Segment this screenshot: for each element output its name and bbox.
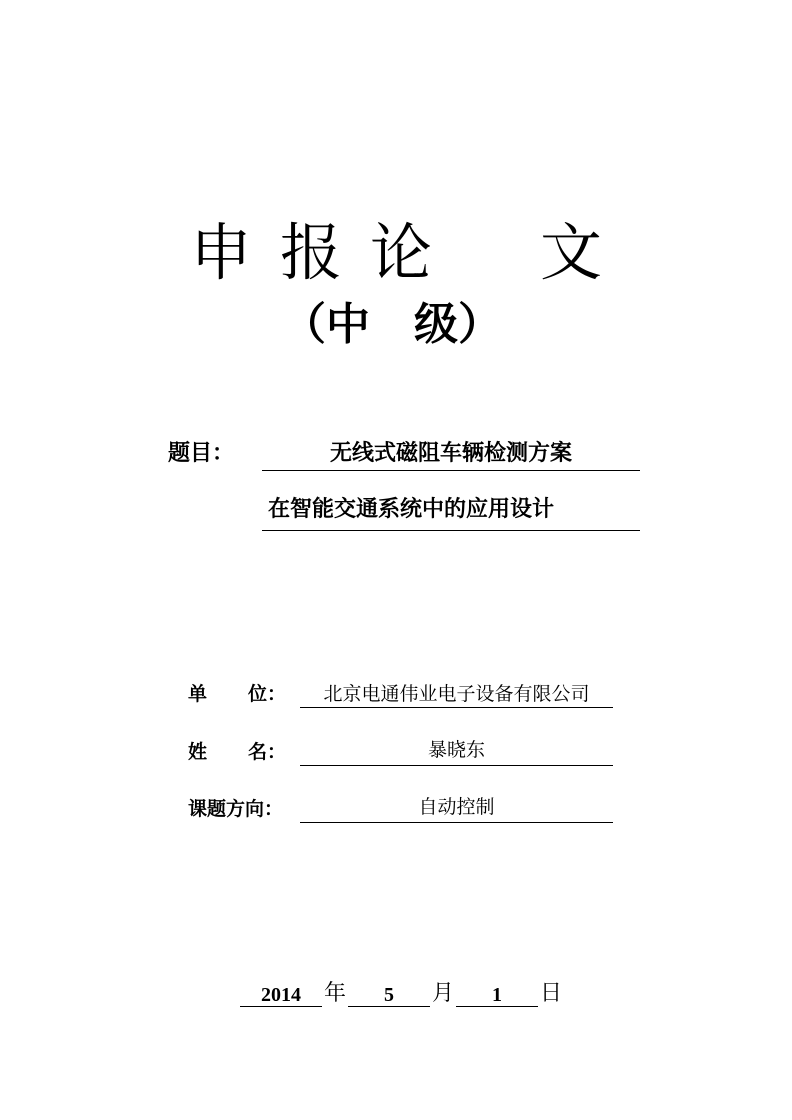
unit-label-2: 位： xyxy=(248,683,287,705)
name-underline xyxy=(300,765,613,766)
topic-line-2: 在智能交通系统中的应用设计 xyxy=(267,497,554,522)
name-label-1: 姓 xyxy=(188,741,208,763)
date-year-underline xyxy=(240,1006,322,1007)
topic-label: 题目： xyxy=(168,441,235,466)
date-month: 5 xyxy=(384,984,394,1006)
unit-label-1: 单 xyxy=(188,683,208,705)
unit-underline xyxy=(300,707,613,708)
direction-label: 课题方向： xyxy=(188,798,284,820)
date-day: 1 xyxy=(492,984,502,1006)
date-day-unit: 日 xyxy=(540,981,563,1006)
title-char-2: 报 xyxy=(280,216,343,289)
topic-line-1: 无线式磁阻车辆检测方案 xyxy=(329,441,572,466)
date-year-unit: 年 xyxy=(324,981,347,1006)
direction-underline xyxy=(300,822,613,823)
title-char-4: 文 xyxy=(540,216,603,289)
title-char-1: 申 xyxy=(190,216,253,289)
title-char-3: 论 xyxy=(370,216,433,289)
topic-underline-1 xyxy=(262,470,640,471)
direction-value: 自动控制 xyxy=(418,796,495,818)
date-month-unit: 月 xyxy=(432,981,455,1006)
unit-value: 北京电通伟业电子设备有限公司 xyxy=(323,683,590,705)
level-label: （中 级） xyxy=(282,299,502,350)
topic-underline-2 xyxy=(262,530,640,531)
date-month-underline xyxy=(348,1006,430,1007)
date-day-underline xyxy=(456,1006,538,1007)
name-value: 暴晓东 xyxy=(427,739,485,761)
date-year: 2014 xyxy=(261,984,301,1006)
name-label-2: 名： xyxy=(248,741,287,763)
